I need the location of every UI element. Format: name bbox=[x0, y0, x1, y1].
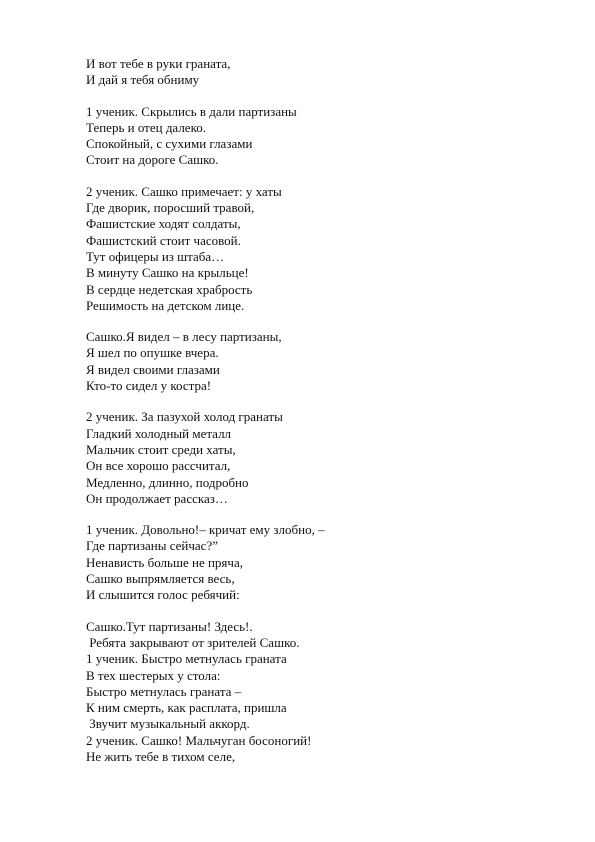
text-line: 1 ученик. Скрылись в дали партизаны bbox=[86, 103, 297, 119]
text-line: В минуту Сашко на крыльце! bbox=[86, 265, 249, 281]
text-line: Звучит музыкальный аккорд. bbox=[86, 716, 250, 732]
stanza-7 bbox=[86, 619, 546, 766]
text-line: Сашко.Я видел – в лесу партизаны, bbox=[86, 329, 282, 345]
text-line: Спокойный, с сухими глазами bbox=[86, 136, 253, 152]
text-line: Где партизаны сейчас?” bbox=[86, 538, 218, 554]
text-line: Стоит на дороге Сашко. bbox=[86, 152, 219, 168]
text-line: Тут офицеры из штаба… bbox=[86, 248, 225, 264]
text-line: К ним смерть, как расплата, пришла bbox=[86, 700, 287, 716]
stanza-1 bbox=[86, 56, 546, 89]
text-line: 1 ученик. Довольно!– кричат ему злобно, – bbox=[86, 522, 325, 538]
text-line: Гладкий холодный металл bbox=[86, 425, 232, 441]
text-line: В сердце недетская храбрость bbox=[86, 281, 253, 297]
text-line: И дай я тебя обниму bbox=[86, 72, 200, 88]
text-line: Я шел по опушке вчера. bbox=[86, 345, 219, 361]
stanza-2 bbox=[86, 104, 546, 169]
text-line: Я видел своими глазами bbox=[86, 361, 220, 377]
text-line: 2 ученик. Сашко! Мальчуган босоногий! bbox=[86, 732, 312, 748]
stanza-6 bbox=[86, 522, 546, 603]
text-line: Теперь и отец далеко. bbox=[86, 119, 206, 135]
text-line: Он продолжает рассказ… bbox=[86, 490, 228, 506]
text-line: Решимость на детском лице. bbox=[86, 297, 245, 313]
poem-text bbox=[86, 56, 546, 780]
stanza-5 bbox=[86, 409, 546, 507]
text-line: 1 ученик. Быстро метнулась граната bbox=[86, 651, 287, 667]
text-line: В тех шестерых у стола: bbox=[86, 667, 221, 683]
text-line: Фашистские ходят солдаты, bbox=[86, 216, 241, 232]
text-line: Сашко.Тут партизаны! Здесь!. bbox=[86, 618, 253, 634]
text-line: Сашко выпрямляется весь, bbox=[86, 571, 235, 587]
stanza-3 bbox=[86, 184, 546, 314]
text-line: 2 ученик. За пазухой холод гранаты bbox=[86, 409, 283, 425]
text-line: Ребята закрывают от зрителей Сашко. bbox=[86, 634, 300, 650]
text-line: Мальчик стоит среди хаты, bbox=[86, 441, 236, 457]
text-line: 2 ученик. Сашко примечает: у хаты bbox=[86, 183, 282, 199]
text-line: Фашистский стоит часовой. bbox=[86, 232, 241, 248]
stanza-4 bbox=[86, 329, 546, 394]
text-line: Не жить тебе в тихом селе, bbox=[86, 748, 236, 764]
text-line: Он все хорошо рассчитал, bbox=[86, 458, 231, 474]
text-line: Медленно, длинно, подробно bbox=[86, 474, 249, 490]
text-line: Быстро метнулась граната – bbox=[86, 683, 242, 699]
text-line: И вот тебе в руки граната, bbox=[86, 56, 231, 71]
text-line: Ненависть больше не пряча, bbox=[86, 554, 243, 570]
text-line: И слышится голос ребячий: bbox=[86, 587, 240, 603]
text-line: Где дворик, поросший травой, bbox=[86, 200, 255, 216]
text-line: Кто-то сидел у костра! bbox=[86, 378, 212, 394]
